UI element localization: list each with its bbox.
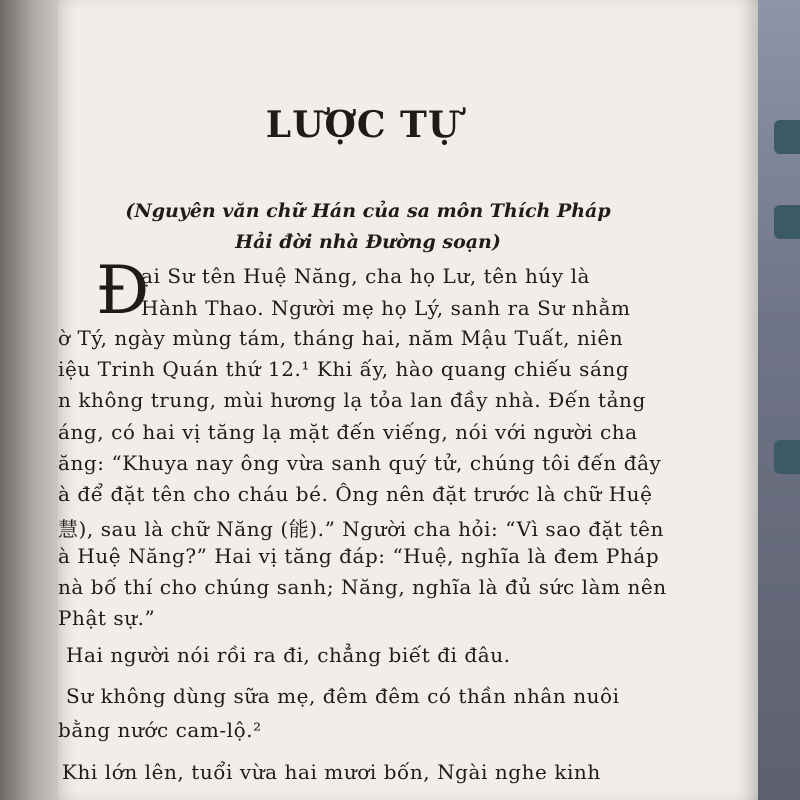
page-title: LƯỢC TỰ bbox=[265, 104, 461, 146]
background-tab bbox=[774, 205, 800, 239]
subtitle-line: Hải đời nhà Đường soạn) bbox=[235, 231, 501, 253]
text-line: iệu Trinh Quán thứ 12.¹ Khi ấy, hào quang chiếu sáng bbox=[58, 357, 630, 381]
text-line: ại Sư tên Huệ Năng, cha họ Lư, tên húy là bbox=[141, 264, 590, 288]
text-line: à Huệ Năng?” Hai vị tăng đáp: “Huệ, nghĩa là đem Pháp bbox=[58, 544, 660, 568]
text-line: à để đặt tên cho cháu bé. Ông nên đặt trước là chữ Huệ bbox=[58, 482, 653, 506]
text-line: n không trung, mùi hương lạ tỏa lan đầy nhà. Đến tảng bbox=[58, 388, 646, 412]
text-line: Hành Thao. Người mẹ họ Lý, sanh ra Sư nhằm bbox=[141, 296, 631, 320]
subtitle bbox=[88, 196, 648, 258]
text-line: ăng: “Khuya nay ông vừa sanh quý tử, chúng tôi đến đây bbox=[58, 451, 662, 475]
page-content bbox=[58, 0, 698, 800]
book-page bbox=[58, 0, 758, 800]
text-line: nà bố thí cho chúng sanh; Năng, nghĩa là đủ sức làm nên bbox=[58, 575, 667, 599]
text-line: bằng nước cam-lộ.² bbox=[58, 718, 262, 742]
text-line: Khi lớn lên, tuổi vừa hai mươi bốn, Ngài nghe kinh bbox=[62, 760, 601, 784]
background-tab bbox=[774, 120, 800, 154]
text-line: Hai người nói rồi ra đi, chẳng biết đi đâu. bbox=[66, 643, 511, 667]
background-tab bbox=[774, 440, 800, 474]
subtitle-line: (Nguyên văn chữ Hán của sa môn Thích Pháp bbox=[125, 200, 611, 222]
text-line: 慧), sau là chữ Năng (能).” Người cha hỏi: “Vì sao đặt tên bbox=[58, 517, 664, 541]
text-line: ờ Tý, ngày mùng tám, tháng hai, năm Mậu Tuất, niên bbox=[58, 326, 624, 350]
text-line: áng, có hai vị tăng lạ mặt đến viếng, nói với người cha bbox=[58, 420, 638, 444]
text-line: Phật sự.” bbox=[58, 606, 156, 630]
drop-cap: Đ bbox=[96, 252, 150, 329]
text-line: Sư không dùng sữa mẹ, đêm đêm có thần nhân nuôi bbox=[66, 684, 620, 708]
